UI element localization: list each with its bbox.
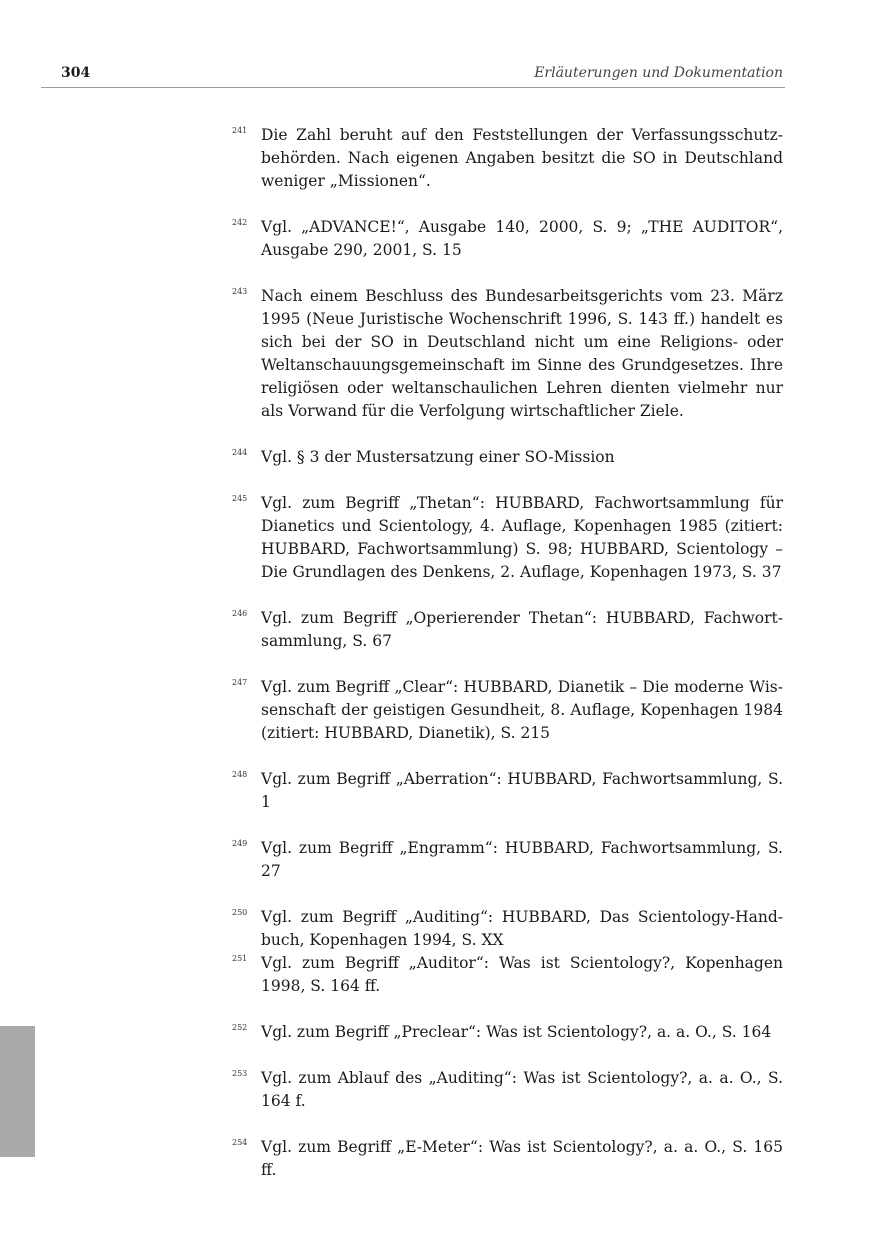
- footnote-number: 244: [232, 448, 248, 457]
- footnote-243: [232, 285, 783, 423]
- running-title: Erläuterungen und Dokumentation: [534, 65, 783, 81]
- footnote-245: [232, 492, 783, 584]
- footnote-number: 252: [232, 1023, 248, 1032]
- footnote-252: [232, 1021, 783, 1044]
- footnote-number: 251: [232, 954, 248, 963]
- footnote-text: Die Zahl beruht auf den Feststellungen der Verfassungsschutzbehörden. Nach eigenen Angaben besitzt die SO in Deutschland weniger „Missionen“.: [261, 126, 783, 190]
- page-header: [41, 65, 785, 88]
- footnote-number: 250: [232, 908, 248, 917]
- footnote-number: 241: [232, 126, 248, 135]
- footnote-text: Vgl. zum Begriff „Preclear“: Was ist Scientology?, a. a. O., S. 164: [261, 1023, 772, 1041]
- footnote-number: 249: [232, 839, 248, 848]
- footnote-254: [232, 1136, 783, 1182]
- footnote-number: 253: [232, 1069, 248, 1078]
- footnote-253: [232, 1067, 783, 1113]
- footnote-number: 248: [232, 770, 248, 779]
- footnote-249: [232, 837, 783, 883]
- footnote-text: Vgl. zum Begriff „E-Meter“: Was ist Scientology?, a. a. O., S. 165 ff.: [261, 1138, 783, 1179]
- footnote-number: 246: [232, 609, 248, 618]
- footnote-text: Vgl. zum Begriff „Clear“: HUBBARD, Dianetik – Die moderne Wissenschaft der geistigen Gesundheit, 8. Auflage, Kopenhagen 1984 (zitiert: HUBBARD, Dianetik), S. 215: [261, 678, 783, 742]
- footnote-number: 242: [232, 218, 248, 227]
- footnote-248: [232, 768, 783, 814]
- footnote-text: Vgl. zum Begriff „Aberration“: HUBBARD, Fachwortsammlung, S. 1: [261, 770, 783, 811]
- page-number: 304: [61, 65, 91, 81]
- footnote-text: Vgl. zum Begriff „Thetan“: HUBBARD, Fachwortsammlung für Dianetics und Scientology, 4. Auflage, Kopenhagen 1985 (zitiert: HUBBARD, Fachwortsammlung) S. 98; HUBBARD, Scientology – Die Grundlagen des Denkens, 2. Auflage, Kopenhagen 1973, S. 37: [261, 494, 783, 581]
- footnote-246: [232, 607, 783, 653]
- footnote-text: Vgl. zum Begriff „Auditor“: Was ist Scientology?, Kopenhagen 1998, S. 164 ff.: [261, 954, 783, 995]
- footnote-text: Vgl. „ADVANCE!“, Ausgabe 140, 2000, S. 9; „THE AUDITOR“, Ausgabe 290, 2001, S. 15: [261, 218, 783, 259]
- footnote-text: Vgl. zum Begriff „Engramm“: HUBBARD, Fachwortsammlung, S. 27: [261, 839, 783, 880]
- footnote-text: Vgl. zum Begriff „Auditing“: HUBBARD, Das Scientology-Handbuch, Kopenhagen 1994, S. XX: [261, 908, 783, 949]
- footnote-244: [232, 446, 783, 469]
- footnote-number: 247: [232, 678, 248, 687]
- footnote-text: Nach einem Beschluss des Bundesarbeitsgerichts vom 23. März 1995 (Neue Juristische Wochenschrift 1996, S. 143 ff.) handelt es sich bei der SO in Deutschland nicht um eine Religions- oder Weltanschauungsgemeinschaft im Sinne des Grundgesetzes. Ihre religiösen oder weltanschaulichen Lehren dienten vielmehr nur als Vorwand für die Verfolgung wirtschaftlicher Ziele.: [261, 287, 783, 420]
- footnote-number: 245: [232, 494, 248, 503]
- footnote-list: [232, 124, 783, 1205]
- footnote-number: 243: [232, 287, 248, 296]
- footnote-241: [232, 124, 783, 193]
- footnote-251: [232, 952, 783, 998]
- footnote-number: 254: [232, 1138, 248, 1147]
- footnote-250: [232, 906, 783, 952]
- footnote-242: [232, 216, 783, 262]
- footnote-text: Vgl. zum Begriff „Operierender Thetan“: HUBBARD, Fachwortsammlung, S. 67: [261, 609, 783, 650]
- thumb-index-tab: [0, 1026, 35, 1157]
- footnote-247: [232, 676, 783, 745]
- footnote-text: Vgl. zum Ablauf des „Auditing“: Was ist Scientology?, a. a. O., S. 164 f.: [261, 1069, 783, 1110]
- footnote-text: Vgl. § 3 der Mustersatzung einer SO-Mission: [261, 448, 615, 466]
